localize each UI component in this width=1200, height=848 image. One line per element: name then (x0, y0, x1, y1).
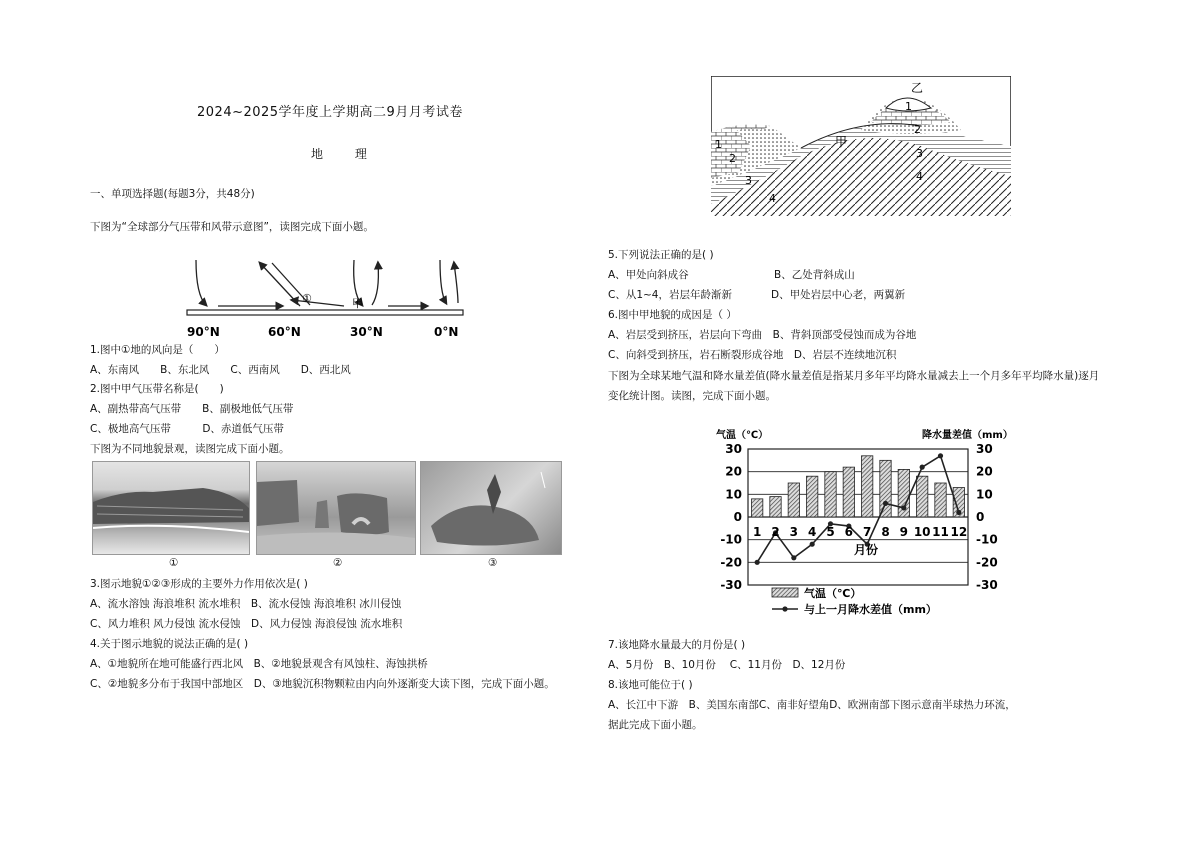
label-left-1: 1 (715, 138, 722, 151)
q6-options-2: C、向斜受到挤压，岩石断裂形成谷地 D、岩层不连续地沉积 (608, 349, 897, 361)
month-label: 8 (881, 525, 890, 539)
left-tick-label: -20 (720, 555, 742, 570)
right-tick-label: 0 (976, 510, 985, 524)
lat-30n: 30°N (350, 325, 383, 339)
q6-options-1: A、岩层受到挤压，岩层向下弯曲 B、背斜顶部受侵蚀而成为谷地 (608, 329, 917, 341)
intro-3-line-2: 变化统计图。读图，完成下面小题。 (608, 390, 776, 402)
q5-option-d: D、甲处岩层中心老，两翼新 (771, 289, 906, 301)
exam-title: 2024~2025学年度上学期高二9月月考试卷 (197, 105, 463, 120)
legend-line-label: 与上一月降水差值（mm） (804, 603, 937, 616)
month-label: 1 (752, 525, 762, 539)
legend-bar-swatch (772, 588, 798, 597)
temperature-bar (806, 476, 817, 517)
temperature-bar (788, 483, 799, 517)
photo-label-3: ③ (488, 557, 498, 569)
q3-stem: 3.图示地貌①②③形成的主要外力作用依次是( ) (90, 578, 308, 590)
month-label: 2 (771, 525, 780, 539)
left-tick-label: 10 (725, 487, 742, 502)
month-label: 5 (826, 525, 835, 539)
q5-option-b: B、乙处背斜成山 (774, 269, 855, 281)
legend-bar-label: 气温（℃） (804, 587, 862, 600)
x-axis-label: 月份 (854, 543, 879, 557)
q8-tail: 据此完成下面小题。 (608, 719, 703, 731)
q6-stem: 6.图中甲地貌的成因是（ ） (608, 309, 737, 321)
precip-diff-point (901, 505, 906, 510)
left-tick-label: 30 (725, 442, 742, 456)
landform-photo-2 (256, 461, 416, 555)
precip-diff-point (920, 465, 925, 470)
left-tick-label: -10 (720, 532, 742, 547)
subject-title: 地 理 (311, 147, 381, 161)
label-left-4: 4 (769, 192, 776, 205)
right-tick-label: 20 (976, 464, 993, 479)
left-axis-label: 气温（℃） (716, 430, 769, 441)
section-heading: 一、单项选择题(每题3分，共48分) (90, 188, 255, 200)
temperature-bar (935, 483, 946, 517)
precip-diff-point (791, 555, 796, 560)
month-label: 11 (932, 525, 949, 539)
intro-3-line-1: 下图为全球某地气温和降水量差值(降水量差值是指某月多年平均降水量减去上一个月多年平均降水量)逐月 (608, 370, 1100, 382)
intro-2: 下图为不同地貌景观，读图完成下面小题。 (90, 443, 290, 455)
q1-options: A、东南风 B、东北风 C、西南风 D、西北风 (90, 364, 351, 376)
q3-options-1: A、流水溶蚀 海浪堆积 流水堆积 B、流水侵蚀 海浪堆积 冰川侵蚀 (90, 598, 402, 610)
label-left-3: 3 (745, 174, 752, 187)
month-label: 3 (789, 525, 799, 539)
precip-diff-point (810, 542, 815, 547)
q5-option-c: C、从1~4，岩层年龄渐新 (608, 289, 732, 301)
landform-photo-3 (420, 461, 562, 555)
lat-90n: 90°N (187, 325, 220, 339)
right-tick-label: 10 (976, 487, 993, 502)
label-yi-3: 3 (916, 147, 923, 160)
photo-label-1: ① (169, 557, 179, 569)
right-tick-label: -30 (976, 578, 998, 592)
month-label: 9 (899, 525, 909, 539)
q7-stem: 7.该地降水量最大的月份是( ) (608, 639, 746, 651)
landform-photo-1 (92, 461, 250, 555)
q5-option-a: A、甲处向斜成谷 (608, 269, 689, 281)
geological-section-diagram (711, 76, 1011, 216)
q4-options-2: C、②地貌多分布于我国中部地区 D、③地貌沉积物颗粒由内向外逐渐变大读下图，完成下面小题。 (90, 678, 555, 690)
q3-options-2: C、风力堆积 风力侵蚀 流水侵蚀 D、风力侵蚀 海浪侵蚀 流水堆积 (90, 618, 403, 630)
q7-options: A、5月份 B、10月份 C、11月份 D、12月份 (608, 659, 846, 671)
precip-diff-point (883, 501, 888, 506)
temperature-bar (843, 467, 854, 517)
temperature-bar (916, 476, 927, 517)
month-label: 12 (950, 525, 968, 539)
q5-stem: 5.下列说法正确的是( ) (608, 249, 714, 261)
q4-stem: 4.关于图示地貌的说法正确的是( ) (90, 638, 249, 650)
marker-1: ① (302, 292, 312, 305)
q4-options-1: A、①地貌所在地可能盛行西北风 B、②地貌景观含有风蚀柱、海蚀拱桥 (90, 658, 428, 670)
climate-chart (702, 425, 1022, 620)
temperature-bar (751, 499, 762, 517)
label-yi-1: 1 (905, 100, 912, 113)
right-tick-label: -20 (976, 555, 998, 570)
intro-1: 下图为“全球部分气压带和风带示意图”，读图完成下面小题。 (90, 221, 374, 233)
label-yi-2: 2 (914, 123, 921, 136)
lat-0n: 0°N (434, 325, 459, 339)
label-left-2: 2 (729, 152, 736, 165)
right-tick-label: 30 (976, 442, 993, 456)
precip-diff-point (956, 510, 961, 515)
marker-jia: 甲 (352, 297, 363, 310)
q8-stem: 8.该地可能位于( ) (608, 679, 693, 691)
q2-stem: 2.图中甲气压带名称是( ) (90, 383, 224, 395)
q8-options: A、长江中下游 B、美国东南部C、南非好望角D、欧洲南部下图示意南半球热力环流， (608, 699, 1016, 711)
label-jia: 甲 (835, 135, 848, 149)
photo-label-2: ② (333, 557, 343, 569)
left-tick-label: -30 (720, 578, 742, 592)
wind-belt-diagram (182, 255, 472, 345)
precip-diff-point (755, 560, 760, 565)
left-tick-label: 20 (725, 464, 742, 479)
right-tick-label: -10 (976, 532, 998, 547)
q2-options-1: A、副热带高气压带 B、副极地低气压带 (90, 403, 294, 415)
temperature-bar (880, 460, 891, 517)
right-axis-label: 降水量差值（mm） (922, 430, 1013, 441)
label-yi: 乙 (911, 81, 924, 95)
q1-stem: 1.图中①地的风向是（ ） (90, 344, 225, 356)
temperature-bar (770, 497, 781, 517)
month-label: 6 (844, 525, 854, 539)
temperature-bar (825, 472, 836, 517)
q2-options-2: C、极地高气压带 D、赤道低气压带 (90, 423, 284, 435)
precip-diff-point (938, 453, 943, 458)
left-tick-label: 0 (733, 510, 742, 524)
legend-line-marker (782, 606, 787, 611)
month-label: 10 (913, 525, 931, 539)
lat-60n: 60°N (268, 325, 301, 339)
label-yi-4: 4 (916, 170, 923, 183)
temperature-bar (861, 456, 872, 517)
month-label: 4 (807, 525, 817, 539)
month-label: 7 (862, 525, 872, 539)
